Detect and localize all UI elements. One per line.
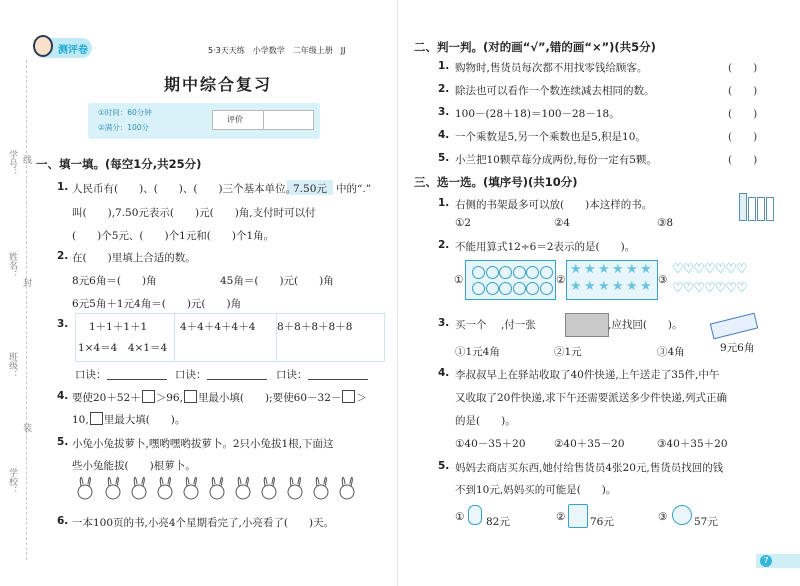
c5-line2: 不到10元,妈妈买的可能是( )。 [455, 484, 617, 496]
series-label: 5·3天天练 小学数学 二年级上册 JJ [208, 46, 346, 55]
j2-number: 2. [438, 83, 450, 95]
hair-dryer-icon [468, 505, 482, 525]
j4-number: 4. [438, 129, 450, 141]
star-shape: ★ [584, 262, 596, 277]
q1-price: 7.50元 [293, 183, 327, 195]
rabbit-icon [128, 474, 150, 500]
book-icon [757, 197, 765, 221]
c1-opt2[interactable]: ②4 [554, 217, 571, 229]
star-shape: ★ [612, 279, 624, 294]
q1-line2: 叫( ),7.50元表示( )元( )角,支付时可以付 [72, 207, 316, 219]
star-shape: ★ [612, 262, 624, 277]
j4-answer[interactable]: ( ) [728, 131, 758, 143]
circle-shape [499, 282, 512, 295]
c4-line3: 的是( )。 [455, 415, 516, 427]
blank-box[interactable] [342, 390, 355, 403]
q4-number: 4. [57, 390, 69, 402]
c4-line1: 李叔叔早上在驿站收取了40件快递,上午送走了35件,中午 [455, 369, 720, 381]
star-shape: ★ [570, 262, 582, 277]
q2-number: 2. [57, 250, 69, 262]
c2-text: 不能用算式12÷6＝2表示的是( )。 [455, 241, 636, 253]
c5-line1: 妈妈去商店买东西,她付给售货员4张20元,售货员找回的钱 [455, 462, 724, 474]
star-shape: ★ [584, 279, 596, 294]
kettle-icon [568, 504, 588, 528]
hearts-row: ♡♡♡♡♡♡♡ [672, 281, 747, 296]
j1-text: 购物时,售货员每次都不用找零钱给顾客。 [455, 62, 648, 74]
c3-line-a: 买一个 [455, 319, 487, 331]
j5-text: 小兰把10颗草莓分成两份,每份一定有5颗。 [455, 154, 657, 166]
rabbit-icon [232, 474, 254, 500]
binding-line [26, 60, 28, 560]
rabbit-icon [258, 474, 280, 500]
q1-number: 1. [57, 181, 69, 193]
rabbit-icon [154, 474, 176, 500]
star-shape: ★ [598, 279, 610, 294]
circle-shape [526, 282, 539, 295]
q3-kj2: 口诀： [175, 367, 267, 382]
c3-opt2[interactable]: ②1元 [554, 346, 582, 358]
c4-opt2[interactable]: ②40＋35－20 [554, 438, 625, 450]
star-shape: ★ [570, 279, 582, 294]
time-label: ①时间：60分钟 [98, 108, 152, 117]
section-1-heading: 一、填一填。(每空1分,共25分) [36, 157, 202, 171]
j3-text: 100－(28＋18)＝100－28－18。 [455, 108, 620, 120]
q2-item3: 6元5角＋1元4角＝( )元( )角 [72, 298, 242, 310]
c5-opt3-label[interactable]: ③ [658, 511, 668, 523]
c3-line-c: ,应找回( )。 [608, 319, 683, 331]
q1-line1b: 中的“.” [336, 183, 372, 195]
q4-line2: 10, 里最大填( )。 [72, 414, 186, 426]
q5-line1: 小兔小兔拔萝卜,嘿哟嘿哟拔萝卜。2只小兔拔1根,下面这 [72, 438, 334, 450]
c4-opt1[interactable]: ①40－35＋20 [455, 438, 526, 450]
price-tag-icon [710, 313, 759, 340]
c3-line-b: ,付一张 [501, 319, 536, 331]
j5-answer[interactable]: ( ) [728, 154, 758, 166]
q5-line2: 些小兔能拔( )根萝卜。 [72, 460, 196, 472]
rabbit-icon [74, 474, 96, 500]
q4-line1: 要使20＋52＋ ＞96, 里最小填( );要使60－32－ ＞ [72, 392, 367, 404]
star-shape: ★ [626, 262, 638, 277]
c3-price: 9元6角 [720, 342, 755, 354]
blank-box [184, 390, 197, 403]
q3-expr2: 4＋4＋4＋4＋4 [180, 321, 256, 333]
school-label: 学校： [7, 468, 17, 495]
circle-shape [486, 266, 499, 279]
circle-shape [513, 266, 526, 279]
c2-opt1-label[interactable]: ① [454, 274, 464, 286]
c1-opt3[interactable]: ③8 [657, 217, 674, 229]
j2-text: 除法也可以看作一个数连续减去相同的数。 [455, 85, 655, 97]
q1-line1: 人民币有( )、( )、( )三个基本单位。 [72, 183, 297, 195]
section-3-heading: 三、选一选。(填序号)(共10分) [414, 175, 578, 189]
page-title: 期中综合复习 [164, 75, 273, 94]
j1-answer[interactable]: ( ) [728, 62, 758, 74]
c3-number: 3. [438, 317, 450, 329]
j5-number: 5. [438, 152, 450, 164]
j1-number: 1. [438, 60, 450, 72]
q2-item1: 8元6角＝( )角 [72, 275, 157, 287]
q5-number: 5. [57, 436, 69, 448]
hearts-row: ♡♡♡♡♡♡♡ [672, 262, 747, 277]
stars-picture [566, 260, 658, 300]
book-icon [748, 197, 756, 221]
c3-opt1[interactable]: ①1元4角 [455, 346, 500, 358]
banknote-icon [565, 313, 609, 337]
circle-shape [540, 282, 553, 295]
j3-number: 3. [438, 106, 450, 118]
c1-text: 右侧的书架最多可以放( )本这样的书。 [455, 199, 653, 211]
circle-shape [513, 282, 526, 295]
c5-opt2-label[interactable]: ② [556, 511, 566, 523]
j2-answer[interactable]: ( ) [728, 85, 758, 97]
q2-item2: 45角＝( )元( )角 [220, 275, 334, 287]
circle-shape [486, 282, 499, 295]
q3-expr1: 1＋1＋1＋1 [89, 321, 148, 333]
c4-line2: 又收取了20件快递,求下午还需要派送多少件快递,列式正确 [455, 392, 728, 404]
page-number: 7 [760, 555, 772, 567]
rabbit-icon [180, 474, 202, 500]
alarm-clock-icon [672, 505, 692, 525]
rabbit-icon [206, 474, 228, 500]
q3-number: 3. [57, 318, 69, 330]
circle-shape [540, 266, 553, 279]
bind-mark: 装 [21, 423, 31, 432]
c5-price1: 82元 [486, 516, 510, 528]
j3-answer[interactable]: ( ) [728, 108, 758, 120]
c1-opt1[interactable]: ①2 [455, 217, 472, 229]
page-fold [397, 0, 398, 586]
star-shape: ★ [598, 262, 610, 277]
mascot-icon [33, 35, 53, 57]
c2-opt3-label[interactable]: ③ [658, 274, 668, 286]
book-icon [766, 197, 774, 221]
q3-expr3: 8＋8＋8＋8＋8 [277, 321, 353, 333]
c5-price2: 76元 [590, 516, 614, 528]
grade-label: 评价 [227, 115, 243, 124]
line-mark: 线 [21, 155, 31, 164]
c4-opt3[interactable]: ③40＋35＋20 [657, 438, 728, 450]
c5-price3: 57元 [694, 516, 718, 528]
rabbit-icon [102, 474, 124, 500]
student-no-label: 学号： [7, 150, 17, 177]
c4-number: 4. [438, 367, 450, 379]
class-label: 班级： [7, 352, 17, 379]
rabbit-icon [310, 474, 332, 500]
badge-text: 测评卷 [58, 45, 88, 56]
q3-kj1: 口诀： [75, 367, 167, 382]
circle-shape [526, 266, 539, 279]
circles-picture [465, 260, 556, 300]
j4-text: 一个乘数是5,另一个乘数也是5,积是10。 [455, 131, 646, 143]
book-icon [739, 193, 747, 221]
seal-mark: 封 [21, 278, 31, 287]
blank-box[interactable] [142, 390, 155, 403]
c1-number: 1. [438, 197, 450, 209]
blank-box [90, 412, 103, 425]
circle-shape [472, 266, 485, 279]
q3-kj3: 口诀： [276, 367, 368, 382]
name-label: 姓名： [7, 252, 17, 279]
q6-number: 6. [57, 515, 69, 527]
star-shape: ★ [626, 279, 638, 294]
c5-opt1-label[interactable]: ① [455, 511, 465, 523]
rabbit-icon [284, 474, 306, 500]
score-label: ②满分：100分 [98, 123, 150, 132]
rabbit-icon [336, 474, 358, 500]
c5-number: 5. [438, 460, 450, 472]
q1-line3: ( )个5元、( )个1元和( )个1角。 [72, 230, 275, 242]
q3-expr4: 1×4＝4 4×1＝4 [78, 342, 168, 354]
circle-shape [499, 266, 512, 279]
q2-line1: 在( )里填上合适的数。 [72, 252, 196, 264]
c2-opt2-label[interactable]: ② [556, 274, 566, 286]
c2-number: 2. [438, 239, 450, 251]
section-2-heading: 二、判一判。(对的画“√”,错的画“×”)(共5分) [414, 40, 656, 54]
q6-line1: 一本100页的书,小亮4个星期看完了,小亮看了( )天。 [72, 517, 335, 529]
circle-shape [472, 282, 485, 295]
star-shape: ★ [640, 262, 652, 277]
c3-opt3[interactable]: ③4角 [657, 346, 685, 358]
star-shape: ★ [640, 279, 652, 294]
